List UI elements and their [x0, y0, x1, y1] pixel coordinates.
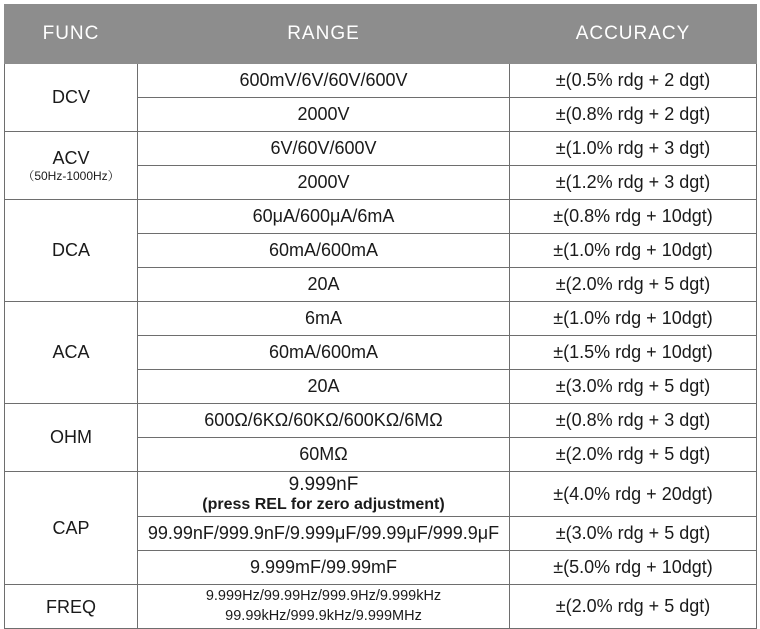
function-label: FREQ [45, 596, 96, 617]
range-value: 9.999nF [288, 474, 359, 495]
function-label: ACV [52, 147, 90, 168]
accuracy-cell: ±(4.0% rdg + 20dgt) [510, 472, 757, 517]
accuracy-cell: ±(1.2% rdg + 3 dgt) [510, 166, 757, 200]
accuracy-cell: ±(1.0% rdg + 10dgt) [510, 234, 757, 268]
range-cell: 600mV/6V/60V/600V [138, 64, 510, 98]
function-cell-dcv [5, 64, 138, 132]
accuracy-cell: ±(0.5% rdg + 2 dgt) [510, 64, 757, 98]
table-row [5, 302, 757, 336]
function-cell-dca [5, 200, 138, 302]
function-cell-acv [5, 132, 138, 200]
function-cell-freq [5, 585, 138, 629]
accuracy-cell: ±(2.0% rdg + 5 dgt) [510, 585, 757, 629]
accuracy-cell: ±(2.0% rdg + 5 dgt) [510, 268, 757, 302]
accuracy-cell: ±(0.8% rdg + 2 dgt) [510, 98, 757, 132]
range-cell: 20A [138, 370, 510, 404]
table-header-row [5, 5, 757, 64]
range-cell: 2000V [138, 98, 510, 132]
function-label: DCV [51, 87, 90, 108]
range-cell: 6V/60V/600V [138, 132, 510, 166]
table-row [5, 132, 757, 166]
range-cell: 60mA/600mA [138, 234, 510, 268]
range-cell: 600Ω/6KΩ/60KΩ/600KΩ/6MΩ [138, 404, 510, 438]
table-row [5, 64, 757, 98]
range-cell: 99.99nF/999.9nF/9.999μF/99.99μF/999.9μF [138, 517, 510, 551]
accuracy-cell: ±(3.0% rdg + 5 dgt) [510, 517, 757, 551]
accuracy-cell: ±(2.0% rdg + 5 dgt) [510, 438, 757, 472]
column-header-range: RANGE [138, 5, 510, 64]
range-cell: 2000V [138, 166, 510, 200]
range-value-line1: 9.999Hz/99.99Hz/999.9Hz/9.999kHz [205, 588, 442, 605]
function-label: OHM [50, 427, 92, 448]
accuracy-cell: ±(5.0% rdg + 10dgt) [510, 551, 757, 585]
accuracy-cell: ±(1.0% rdg + 3 dgt) [510, 132, 757, 166]
function-cell-cap [5, 472, 138, 585]
table-row [5, 472, 757, 517]
range-cell: 9.999mF/99.99mF [138, 551, 510, 585]
range-cell [138, 585, 510, 629]
range-cell: 60μA/600μA/6mA [138, 200, 510, 234]
range-cell: 60MΩ [138, 438, 510, 472]
range-value-line2: 99.99kHz/999.9kHz/9.999MHz [225, 607, 422, 624]
accuracy-cell: ±(0.8% rdg + 3 dgt) [510, 404, 757, 438]
function-sublabel-frequency-range: （50Hz-1000Hz） [22, 169, 120, 184]
function-cell-ohm [5, 404, 138, 472]
table-row [5, 200, 757, 234]
range-cell: 20A [138, 268, 510, 302]
specifications-table [4, 4, 757, 629]
accuracy-cell: ±(0.8% rdg + 10dgt) [510, 200, 757, 234]
accuracy-cell: ±(1.0% rdg + 10dgt) [510, 302, 757, 336]
column-header-accuracy: ACCURACY [510, 5, 757, 64]
table-row [5, 585, 757, 629]
function-label: CAP [52, 517, 90, 538]
function-cell-aca [5, 302, 138, 404]
range-cell: 6mA [138, 302, 510, 336]
range-cell [138, 472, 510, 517]
accuracy-cell: ±(1.5% rdg + 10dgt) [510, 336, 757, 370]
range-cell: 60mA/600mA [138, 336, 510, 370]
table-row [5, 404, 757, 438]
range-note: (press REL for zero adjustment) [202, 495, 445, 513]
function-label: DCA [51, 240, 90, 261]
column-header-func: FUNC [5, 5, 138, 64]
function-label: ACA [52, 342, 90, 363]
accuracy-cell: ±(3.0% rdg + 5 dgt) [510, 370, 757, 404]
